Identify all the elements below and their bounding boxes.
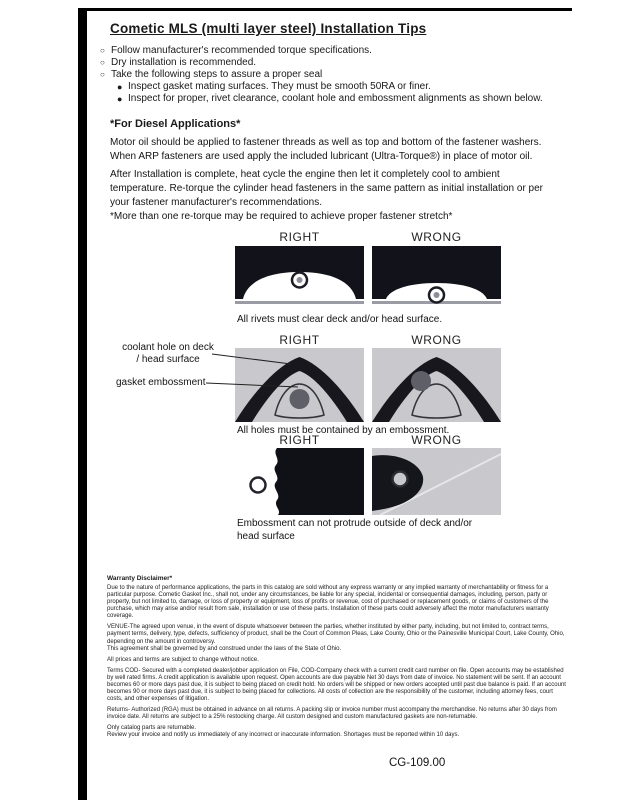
right-label: RIGHT bbox=[279, 333, 320, 347]
rivet-clearance-wrong-figure bbox=[372, 246, 501, 309]
warranty-paragraph: Due to the nature of performance applications, the parts in this catalog are sold without any express warranty or any implied warranty of merchantability or fitness for a particular purpose. Cometic Gasket Inc., shall not, under any circumstances, be liable for any special, incidental or consequential damages, including, person, party or property, but not limited to, damage, or loss of property or equipment, loss of profits or revenue, cost of purchased or replacement goods, or claims of customers of the purchase, which may arise and/or result from sale, installation or use of these parts. Installation of these parts could adversely affect the motor manufacturers warranty coverage. bbox=[107, 585, 549, 620]
tip-text: Inspect for proper, rivet clearance, coolant hole and embossment alignments as shown below. bbox=[128, 93, 543, 104]
tip-text: Follow manufacturer's recommended torque specifications. bbox=[111, 45, 372, 56]
warranty-paragraph: VENUE-The agreed upon venue, in the event of dispute whatsoever between the parties, whether instituted by either party, including, but not limited to, contract terms, payment terms, delivery, type, defects, sufficiency of product, shall be the Court of Common Pleas, Lake County, Ohio or the Painesville Municipal Court, Lake County, Ohio, depending on the amount in controversy. bbox=[107, 624, 565, 645]
warranty-paragraph: Only catalog parts are returnable. bbox=[107, 725, 197, 732]
right-label: RIGHT bbox=[279, 433, 320, 447]
warranty-section bbox=[107, 585, 570, 743]
page-border-top bbox=[78, 8, 572, 11]
wrong-label: WRONG bbox=[411, 433, 462, 447]
filled-bullet-icon: ● bbox=[117, 82, 123, 92]
open-bullet-icon: ○ bbox=[100, 58, 105, 67]
rivets-caption: All rivets must clear deck and/or head surface. bbox=[237, 314, 443, 325]
warranty-paragraph: Returns- Authorized (RGA) must be obtained in advance on all returns. A packing slip or invoice number must accompany the merchandise. No returns after 30 days from invoice date. All returns are subject to a 25% restocking charge. All custom designed and custom manufactured gaskets are non-returnable. bbox=[107, 707, 557, 721]
diesel-paragraph-2: After Installation is complete, heat cycle the engine then let it completely cool to ambient temperature. Re-torque the cylinder head fasteners in the same pattern as initial installation or per your fastener manufacturer's recommendations. bbox=[110, 169, 544, 208]
hole-embossment-wrong-figure bbox=[372, 348, 501, 422]
tip-item bbox=[100, 45, 570, 57]
warranty-paragraph: Review your invoice and notify us immediately of any incorrect or inaccurate information. Shortages must be reported within 10 days. bbox=[107, 732, 460, 739]
pointer-connector-lines bbox=[110, 340, 310, 395]
open-bullet-icon: ○ bbox=[100, 70, 105, 79]
coolant-hole-pointer-label: coolant hole on deck / head surface bbox=[122, 342, 214, 365]
retorque-note: *More than one re-torque may be required to achieve proper fastener stretch* bbox=[110, 211, 453, 222]
page-code: CG-109.00 bbox=[389, 757, 446, 769]
tip-text: Inspect gasket mating surfaces. They must be smooth 50RA or finer. bbox=[128, 81, 431, 92]
gasket-embossment-pointer-label: gasket embossment bbox=[116, 377, 206, 388]
tips-list bbox=[100, 45, 570, 105]
page-title: Cometic MLS (multi layer steel) Installation Tips bbox=[110, 21, 427, 36]
tip-text: Dry installation is recommended. bbox=[111, 57, 257, 68]
diesel-applications-heading: *For Diesel Applications* bbox=[110, 118, 241, 130]
embossment-protrusion-right-figure bbox=[235, 448, 364, 515]
tip-item bbox=[100, 57, 570, 69]
warranty-heading: Warranty Disclaimer* bbox=[107, 575, 173, 582]
warranty-paragraph: All prices and terms are subject to change without notice. bbox=[107, 656, 259, 663]
holes-caption: All holes must be contained by an embossment. bbox=[237, 425, 450, 436]
warranty-paragraph: This agreement shall be governed by and construed under the laws of the State of Ohio. bbox=[107, 645, 342, 652]
rivet-clearance-right-figure bbox=[235, 246, 364, 309]
wrong-label: WRONG bbox=[411, 333, 462, 347]
tip-item bbox=[100, 69, 570, 81]
diesel-paragraph-1: Motor oil should be applied to fastener threads as well as top and bottom of the fastener washers. When ARP fasteners are used apply the included lubricant (Ultra-Torque®) in place of motor oil. bbox=[110, 137, 542, 162]
tip-sub-item bbox=[100, 81, 570, 93]
tip-sub-item bbox=[100, 93, 570, 105]
wrong-label: WRONG bbox=[411, 230, 462, 244]
page-border-left bbox=[78, 8, 87, 800]
tip-text: Take the following steps to assure a proper seal bbox=[111, 69, 323, 80]
right-label: RIGHT bbox=[279, 230, 320, 244]
embossment-caption: Embossment can not protrude outside of deck and/or head surface bbox=[237, 518, 473, 542]
embossment-protrusion-wrong-figure bbox=[372, 448, 501, 515]
warranty-paragraph: Terms COD- Secured with a completed dealer/jobber application on File, COD-Company check with a current credit card number on file. Open accounts may be established by well rated firms. A credit application is available upon request. Open accounts are due payable Net 30 days from date of invoice. No statement will be sent. If an account becomes 60 or more days past due, it is subject to being placed on credit hold. No orders will be shipped or new orders accepted until past due balance is paid. If an account becomes 90 or more days past due, it is subject to being placed for collections. All costs of collection are the responsibility of the customer, including attorney fees, court costs, and other expenses of litigation. bbox=[107, 667, 566, 703]
filled-bullet-icon: ● bbox=[117, 94, 123, 104]
open-bullet-icon: ○ bbox=[100, 46, 105, 55]
